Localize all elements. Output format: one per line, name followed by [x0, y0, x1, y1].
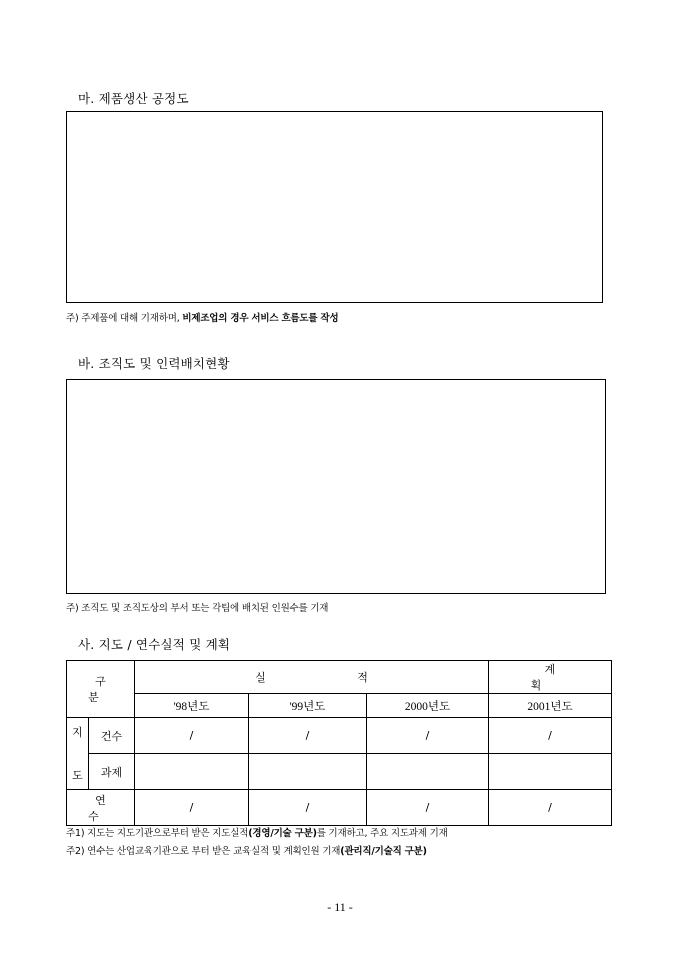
table-cell: /: [489, 790, 612, 826]
row-label-text: 연 수: [88, 793, 120, 823]
page-number: - 11 -: [327, 900, 353, 914]
note1-bold: (경영/기술 구분): [248, 828, 317, 839]
note2-prefix: 주2) 연수는 산업교육기관으로 부터 받은 교육실적 및 계획인원 기재: [66, 846, 341, 857]
section-ba-title: 바. 조직도 및 인력배치현황: [78, 356, 230, 371]
table-row: [67, 718, 612, 754]
year-cell: '98년도: [135, 694, 249, 718]
note1-suffix: 를 기재하고, 주요 지도과제 기재: [316, 828, 448, 839]
header-plan-label: 계 획: [530, 663, 584, 692]
header-category-label: 구 분: [88, 675, 120, 704]
section-ma-note: [66, 310, 338, 324]
group-label-bottom: 도: [72, 769, 83, 782]
process-chart-box: [66, 111, 603, 303]
header-actual-label: 실 적: [255, 671, 412, 684]
table-cell: [489, 754, 612, 790]
table-cell: /: [489, 718, 612, 754]
table-cell: /: [249, 790, 367, 826]
group-label: [67, 718, 89, 790]
table-header-row: [67, 661, 612, 694]
note2-bold: (관리직/기술직 구분): [340, 846, 427, 857]
section-ba-note: 주) 조직도 및 조직도상의 부서 또는 각팀에 배치된 인원수를 기재: [66, 603, 329, 614]
table-cell: /: [367, 718, 489, 754]
year-cell: 2001년도: [489, 694, 612, 718]
table-row: [67, 754, 612, 790]
table-cell: [135, 754, 249, 790]
row-label: [67, 790, 135, 826]
table-row: [67, 790, 612, 826]
header-category: [67, 661, 135, 718]
table-cell: /: [135, 790, 249, 826]
section-ma-note-bold: 비제조업의 경우 서비스 흐름도를 작성: [182, 313, 339, 324]
section-ma-title: 마. 제품생산 공정도: [78, 91, 189, 106]
group-label-top: 지: [72, 726, 83, 739]
table-cell: /: [135, 718, 249, 754]
section-sa-note1: [66, 825, 448, 839]
row-label: 과제: [89, 754, 135, 790]
org-chart-box: [66, 379, 606, 594]
section-ma-note-text: 주) 주제품에 대해 기재하며,: [66, 313, 183, 324]
year-cell: 2000년도: [367, 694, 489, 718]
note1-prefix: 주1) 지도는 지도기관으로부터 받은 지도실적: [66, 828, 249, 839]
header-plan: [489, 661, 612, 694]
header-actual: [135, 661, 489, 694]
table-cell: [249, 754, 367, 790]
section-sa-note2: [66, 843, 427, 857]
section-sa-title: 사. 지도 / 연수실적 및 계획: [78, 637, 231, 652]
training-table: [66, 660, 612, 826]
row-label: 건수: [89, 718, 135, 754]
year-cell: '99년도: [249, 694, 367, 718]
table-cell: [367, 754, 489, 790]
table-cell: /: [249, 718, 367, 754]
table-cell: /: [367, 790, 489, 826]
table-year-row: [67, 694, 612, 718]
